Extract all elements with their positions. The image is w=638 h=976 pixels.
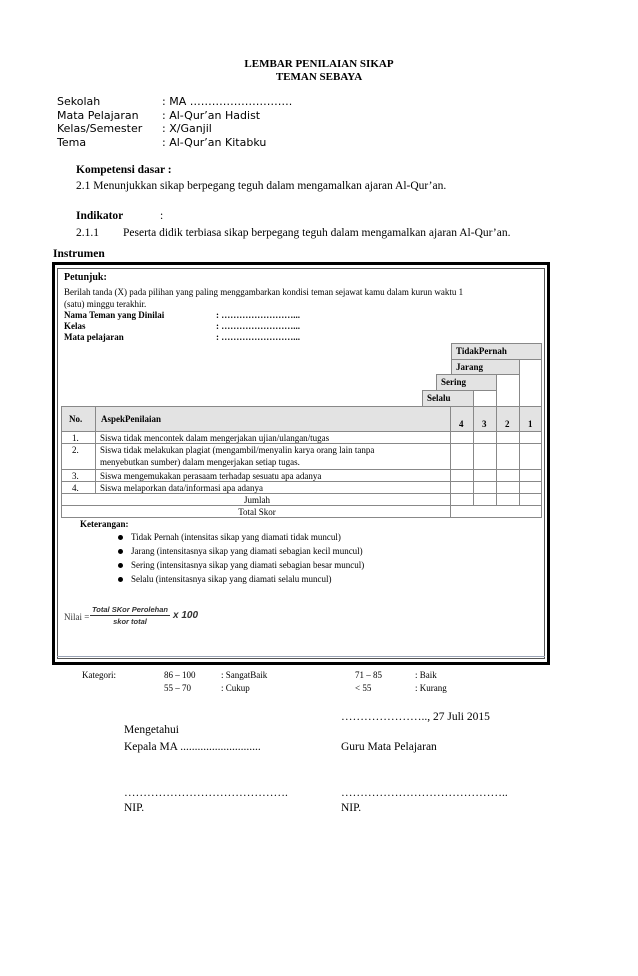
table-header-aspek: AspekPenilaian — [95, 406, 451, 432]
table-row-3-aspek: Siswa mengemukakan perasaam terhadap sesuatu apa adanya — [95, 469, 451, 482]
field-label-nama: Nama Teman yang Dinilai — [64, 310, 165, 320]
formula-multiplier: x 100 — [173, 610, 199, 621]
scale-jarang — [451, 359, 520, 375]
kategori-range-4: < 55 — [355, 683, 372, 693]
petunjuk-line2: (satu) minggu terakhir. — [64, 299, 147, 309]
table-total-value[interactable] — [450, 505, 542, 518]
table-header-score-1: 1 — [519, 406, 542, 432]
kategori-range-2: 71 – 85 — [355, 670, 382, 680]
table-row-1-no: 1. — [61, 431, 96, 444]
scale-selalu — [422, 390, 474, 407]
bullet-icon — [118, 577, 123, 582]
bullet-icon — [118, 563, 123, 568]
keterangan-item-4: Selalu (intensitasnya sikap yang diamati selalu muncul) — [131, 574, 332, 584]
indikator-heading: Indikator — [76, 210, 124, 222]
field-value-kelas: : ……………………... — [216, 321, 300, 331]
signature-left-nip: NIP. — [124, 802, 145, 814]
signature-right-role: Guru Mata Pelajaran — [341, 741, 437, 753]
scale-jarang-label: Jarang — [456, 362, 483, 372]
table-row-4-no: 4. — [61, 481, 96, 494]
indikator-number: 2.1.1 — [76, 227, 99, 239]
signature-right-line: …………………………………….. — [341, 787, 508, 799]
info-label-tema: Tema — [57, 136, 87, 149]
signature-right-nip: NIP. — [341, 802, 362, 814]
info-label-sekolah: Sekolah — [57, 95, 101, 108]
formula-fraction — [90, 605, 170, 626]
bullet-icon — [118, 549, 123, 554]
petunjuk-heading: Petunjuk: — [64, 272, 107, 283]
keterangan-item-1: Tidak Pernah (intensitas sikap yang diamati tidak muncul) — [131, 532, 341, 542]
info-label-mapel: Mata Pelajaran — [57, 109, 139, 122]
info-value-kelas: : X/Ganjil — [162, 122, 212, 135]
keterangan-heading: Keterangan: — [80, 519, 129, 529]
scale-tidak-pernah — [451, 343, 542, 360]
kategori-desc-4: : Kurang — [415, 683, 447, 693]
table-header-score-4: 4 — [450, 406, 474, 432]
kategori-range-3: 55 – 70 — [164, 683, 191, 693]
table-row-2-aspek: Siswa tidak melakukan plagiat (mengambil/menyalin karya orang lain tanpa menyebutkan sumber) dalam mengerjakan setiap tugas. — [95, 443, 451, 470]
indikator-colon: : — [160, 210, 164, 222]
scale-selalu-label: Selalu — [427, 393, 451, 403]
keterangan-item-3: Sering (intensitasnya sikap yang diamati sebagian besar muncul) — [131, 560, 365, 570]
table-row-1-aspek: Siswa tidak mencontek dalam mengerjakan ujian/ulangan/tugas — [95, 431, 451, 444]
signature-left-role: Kepala MA ............................ — [124, 741, 261, 753]
table-header-score-2: 2 — [496, 406, 520, 432]
formula-label: Nilai = — [64, 612, 90, 622]
instrument-divider — [57, 656, 545, 657]
formula-denominator: skor total — [113, 617, 147, 626]
kategori-label: Kategori: — [82, 670, 116, 680]
table-row-2-cell-3[interactable] — [473, 443, 497, 470]
signature-date: ………………….., 27 Juli 2015 — [341, 711, 490, 723]
table-row-2-cell-4[interactable] — [450, 443, 474, 470]
formula-numerator: Total SKor Perolehan — [92, 605, 168, 614]
field-value-nama: : ……………………... — [216, 310, 300, 320]
kompetensi-heading: Kompetensi dasar : — [76, 164, 172, 176]
signature-left-line: ……………………………………. — [124, 787, 288, 799]
info-value-sekolah: : MA ………………………. — [162, 95, 293, 108]
scale-sering-label: Sering — [441, 377, 467, 387]
instrumen-heading: Instrumen — [53, 248, 105, 260]
table-row-4-aspek: Siswa melaporkan data/informasi apa adanya — [95, 481, 451, 494]
table-header-no: No. — [61, 406, 96, 432]
table-total-label: Total Skor — [61, 505, 451, 518]
table-row-2-cell-2[interactable] — [496, 443, 520, 470]
field-label-kelas: Kelas — [64, 321, 86, 331]
table-row-2-no: 2. — [61, 443, 96, 470]
kategori-desc-2: : Baik — [415, 670, 437, 680]
scale-tidak-pernah-label: TidakPernah — [456, 346, 507, 356]
kategori-range-1: 86 – 100 — [164, 670, 196, 680]
info-value-tema: : Al-Qur’an Kitabku — [162, 136, 267, 149]
kategori-desc-1: : SangatBaik — [221, 670, 268, 680]
kompetensi-text: 2.1 Menunjukkan sikap berpegang teguh dalam mengamalkan ajaran Al-Qur’an. — [76, 180, 447, 192]
keterangan-item-2: Jarang (intensitasnya sikap yang diamati sebagian kecil muncul) — [131, 546, 363, 556]
scale-sering — [436, 374, 497, 391]
info-value-mapel: : Al-Qur’an Hadist — [162, 109, 261, 122]
kategori-desc-3: : Cukup — [221, 683, 250, 693]
field-label-mapel: Mata pelajaran — [64, 332, 124, 342]
table-row-2-cell-1[interactable] — [519, 443, 542, 470]
field-value-mapel: : ……………………... — [216, 332, 300, 342]
signature-mengetahui: Mengetahui — [124, 724, 179, 736]
info-label-kelas: Kelas/Semester — [57, 122, 143, 135]
page-title: LEMBAR PENILAIAN SIKAP — [244, 58, 394, 70]
table-jumlah-label: Jumlah — [61, 493, 451, 506]
table-row-3-no: 3. — [61, 469, 96, 482]
petunjuk-line1: Berilah tanda (X) pada pilihan yang paling menggambarkan kondisi teman sejawat kamu dalam kurun waktu 1 — [64, 287, 464, 297]
page-subtitle: TEMAN SEBAYA — [275, 71, 363, 83]
indikator-text: Peserta didik terbiasa sikap berpegang teguh dalam mengamalkan ajaran Al-Qur’an. — [123, 227, 511, 239]
bullet-icon — [118, 535, 123, 540]
table-header-score-3: 3 — [473, 406, 497, 432]
